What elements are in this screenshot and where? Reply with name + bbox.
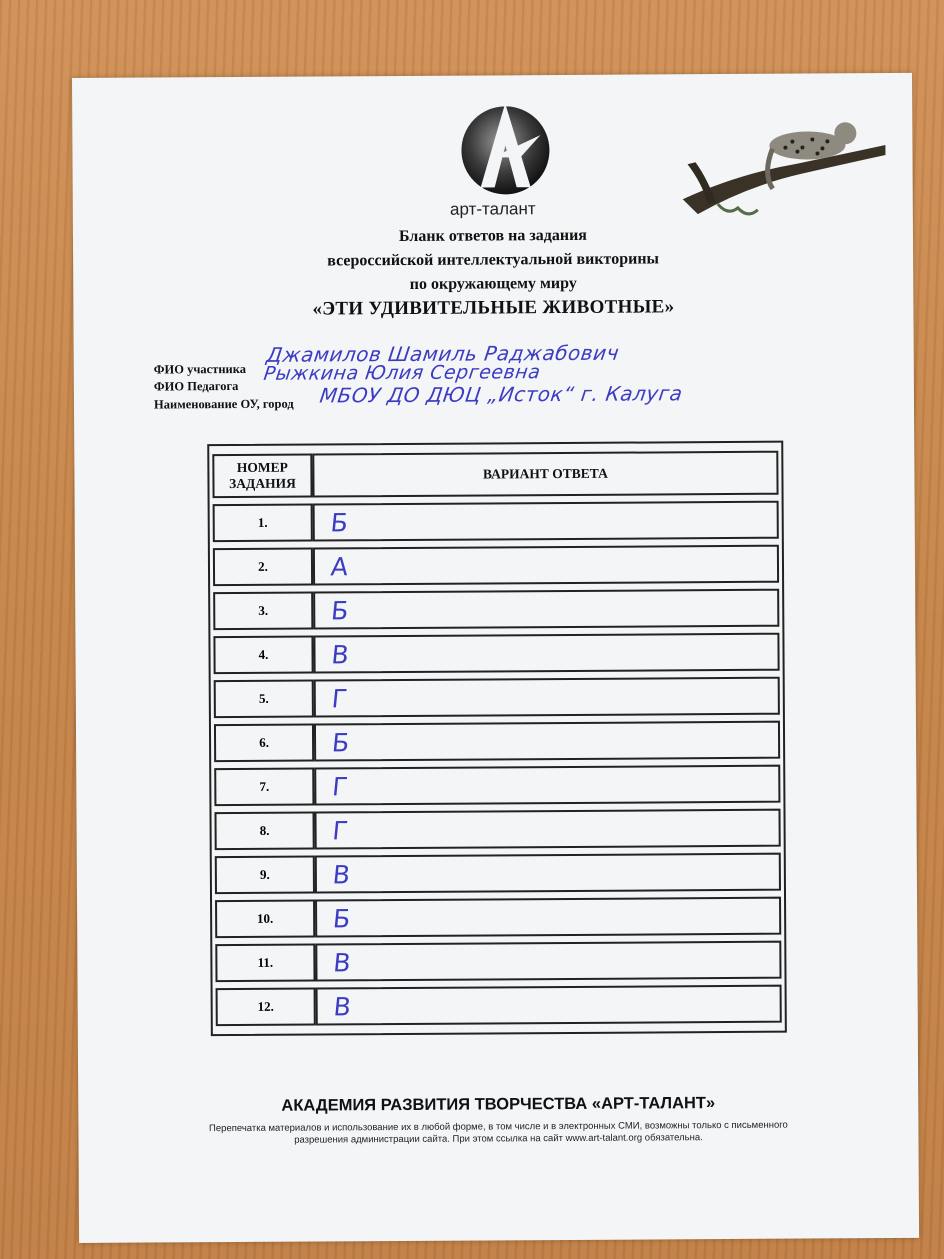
- task-number: 10.: [215, 900, 315, 939]
- handwritten-answer: В: [330, 639, 351, 669]
- task-number: 3.: [213, 592, 313, 631]
- answers-table-header: [212, 451, 778, 498]
- leopard-on-branch-image: [677, 103, 888, 224]
- table-row: [215, 941, 781, 982]
- handwritten-answer: В: [332, 991, 353, 1021]
- quiz-title: «ЭТИ УДИВИТЕЛЬНЫЕ ЖИВОТНЫЕ»: [312, 296, 675, 320]
- teacher-label: ФИО Педагога: [153, 378, 239, 394]
- task-number: 2.: [213, 548, 313, 587]
- handwritten-answer: Б: [330, 727, 351, 757]
- school-name-handwritten: МБОУ ДО ДЮЦ „Исток“ г. Калуга: [318, 381, 685, 408]
- table-row: [214, 765, 780, 806]
- table-row: [214, 677, 780, 718]
- table-row: [215, 897, 781, 938]
- task-number: 1.: [213, 504, 313, 543]
- handwritten-answer: Б: [329, 507, 350, 537]
- handwritten-answer: А: [329, 551, 350, 581]
- handwritten-answer: В: [331, 947, 352, 977]
- task-number: 9.: [215, 856, 315, 895]
- handwritten-answer: Б: [329, 595, 350, 625]
- task-number: 4.: [213, 636, 313, 675]
- task-number: 12.: [216, 988, 316, 1027]
- table-row: [216, 985, 782, 1026]
- teacher-name-handwritten: Рыжкина Юлия Сергеевна: [262, 361, 542, 385]
- sheet-subject: по окружающему миру: [409, 274, 577, 293]
- table-row: [213, 545, 779, 586]
- handwritten-answer: Г: [330, 771, 350, 801]
- art-talant-logo: [450, 95, 561, 206]
- task-number: 6.: [214, 724, 314, 763]
- brand-name: арт-талант: [449, 199, 536, 219]
- handwritten-answer: В: [331, 859, 352, 889]
- table-row: [214, 809, 780, 850]
- handwritten-answer: Б: [331, 903, 352, 933]
- table-row: [214, 721, 780, 762]
- handwritten-answer: Г: [330, 683, 349, 713]
- answer-sheet: [72, 73, 919, 1243]
- sheet-title: Бланк ответов на задания: [398, 226, 587, 246]
- footer-copyright-note: Перепечатка материалов и использование их в любой форме, в том числе и в электронных СМИ, возможны только с письменного разрешения администрации сайта. При этом ссылка на сайт www.art-talant.org обязательна.: [208, 1119, 788, 1146]
- task-number: 8.: [214, 812, 314, 851]
- school-label: Наименование ОУ, город: [153, 396, 294, 412]
- sheet-subtitle: всероссийской интеллектуальной викторины: [327, 250, 660, 270]
- task-number: 7.: [214, 768, 314, 807]
- column-header-number: НОМЕР ЗАДАНИЯ: [212, 454, 312, 499]
- table-row: [213, 633, 779, 674]
- table-row: [213, 501, 779, 542]
- participant-label: ФИО участника: [153, 361, 247, 377]
- answers-table: [207, 441, 787, 1037]
- participant-name-handwritten: Джамилов Шамиль Раджабович: [265, 340, 621, 367]
- task-number: 11.: [215, 944, 315, 983]
- table-row: [213, 589, 779, 630]
- footer-academy-title: АКАДЕМИЯ РАЗВИТИЯ ТВОРЧЕСТВА «АРТ-ТАЛАНТ»: [281, 1094, 716, 1115]
- task-number: 5.: [214, 680, 314, 719]
- column-header-answer: ВАРИАНТ ОТВЕТА: [312, 451, 778, 498]
- handwritten-answer: Г: [331, 815, 350, 845]
- table-row: [215, 853, 781, 894]
